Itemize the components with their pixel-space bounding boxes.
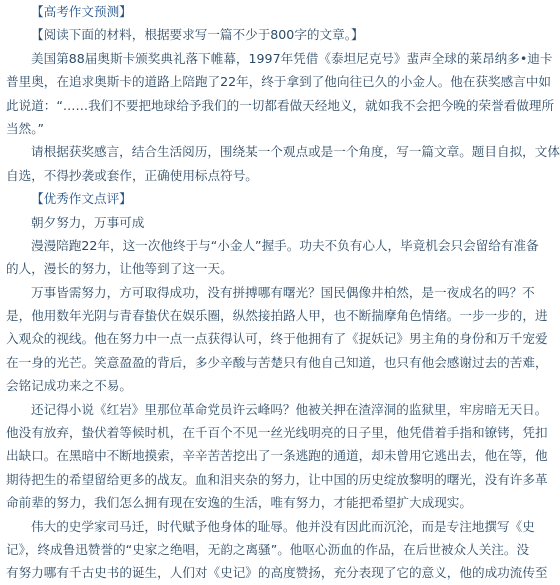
section-heading-prediction: 【高考作文预测】	[31, 4, 132, 19]
essay-paragraph-line: 有努力哪有千古史书的诞生，人们对《史记》的高度赞扬，充分表现了它的意义，他的成功流传至	[6, 565, 548, 581]
requirement-paragraph-line: 请根据获奖感言，结合生活阅历，围绕某一个观点或是一个角度，写一篇文章。题目自拟，文体	[31, 144, 560, 160]
essay-paragraph-line: 伟大的史学家司马迁，时代赋予他身体的耻辱。他并没有因此而沉沦，而是专注地撰写《史	[31, 518, 535, 534]
essay-paragraph-line: 漫漫陪跑22年，这一次他终于与“小金人”握手。功夫不负有心人，毕竟机会只会留给有准备	[31, 237, 539, 253]
essay-paragraph-line: 命前辈的努力，我们怎么拥有现在安逸的生活，唯有努力，才能把希望扩大成现实。	[6, 495, 472, 511]
material-paragraph-line: 美国第88届奥斯卡颁奖典礼落下帷幕，1997年凭借《泰坦尼克号》蜚声全球的莱昂纳多•迪卡	[31, 50, 553, 66]
essay-paragraph-line: 记》，终成鲁迅赞誉的“史家之绝唱，无韵之离骚”。他呕心沥血的作品，在后世被众人关注。没	[6, 541, 530, 557]
prompt-instruction: 【阅读下面的材料，根据要求写一篇不少于800字的文章。】	[31, 27, 364, 43]
essay-paragraph-line: 出缺口。在黑暗中不断地摸索，辛辛苦苦挖出了一条逃跑的通道，却未曾用它逃出去，他在等，他	[6, 448, 548, 464]
essay-paragraph-line: 他没有放弃，蛰伏着等候时机，在千百个不见一丝光线明亮的日子里，他凭借着手指和镣铐，凭扣	[6, 425, 548, 441]
section-heading-review: 【优秀作文点评】	[31, 191, 132, 207]
essay-paragraph-line: 期待把生的希望留给更多的战友。血和泪夹杂的努力，让中国的历史绽放黎明的曙光，没有许多革	[6, 471, 548, 487]
essay-paragraph-line: 入观众的视线。他在努力中一点一点获得认可，终于他拥有了《捉妖记》男主角的身份和万千宠爱	[6, 331, 548, 347]
material-paragraph-line: 当然。”	[6, 120, 45, 136]
material-paragraph-line: 普里奥，在追求奥斯卡的道路上陪跑了22年，终于拿到了他向往已久的小金人。他在获奖感言中如	[6, 74, 551, 90]
essay-paragraph-line: 是，他用数年光阴与青春蛰伏在娱乐圈，纵然接拍路人甲，也不断揣摩角色情绪。一步一步的，进	[6, 308, 548, 324]
requirement-paragraph-line: 自选，不得抄袭或套作，正确使用标点符号。	[6, 167, 258, 183]
essay-paragraph-line: 的人，漫长的努力，让他等到了这一天。	[6, 261, 233, 277]
material-paragraph-line: 此说道：“……我们不要把地球给予我们的一切都看做天经地义，就如我不会把今晚的荣誉看做理所	[6, 97, 555, 113]
essay-title: 朝夕努力，万事可成	[31, 214, 145, 230]
essay-paragraph-line: 万事皆需努力，方可取得成功，没有拼搏哪有曙光？国民偶像井柏然，是一夜成名的吗？不	[31, 284, 535, 300]
essay-paragraph-line: 会铭记成功来之不易。	[6, 378, 132, 394]
essay-paragraph-line: 还记得小说《红岩》里那位革命党员许云峰吗？他被关押在渣滓洞的监狱里，牢房暗无天日。	[31, 401, 548, 417]
essay-paragraph-line: 在一身的光芒。笑意盈盈的背后，多少辛酸与苦楚只有他自己知道，也只有他会感谢过去的苦难，	[6, 354, 548, 370]
